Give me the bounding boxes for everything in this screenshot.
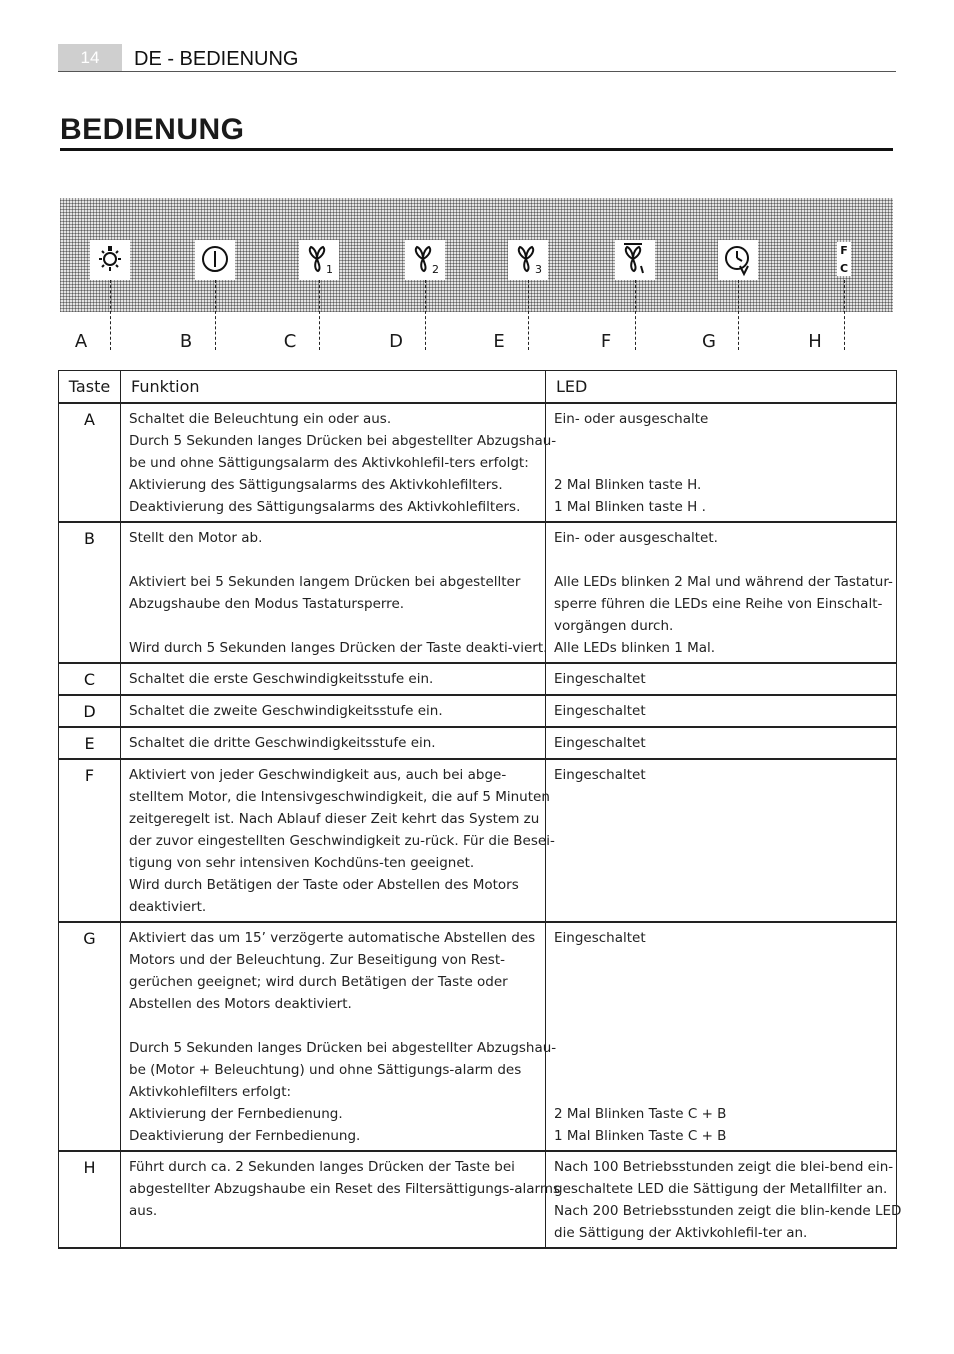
page-number: 14 [58, 44, 122, 71]
led-line: vorgängen durch. [554, 618, 674, 634]
table-header-row [59, 371, 897, 404]
table-row [59, 1151, 897, 1248]
svg-text:1: 1 [326, 263, 333, 276]
key-label-e: E [493, 331, 505, 352]
function-line: Schaltet die erste Geschwindigkeitsstufe ein. [129, 671, 434, 687]
svg-text:C: C [839, 262, 849, 275]
function-line: aus. [129, 1203, 158, 1219]
title-rule [60, 148, 893, 151]
leader-line-b [215, 280, 216, 350]
led-line [554, 971, 888, 993]
table-body [59, 403, 902, 1248]
table-row [59, 759, 897, 922]
function-line: abgestellter Abzugshaube ein Reset des Filtersättigungs-alarms [129, 1181, 561, 1197]
key-label-f: F [600, 331, 612, 352]
led-line: Nach 100 Betriebsstunden zeigt die blei-bend ein- [554, 1159, 894, 1175]
control-panel-strip [60, 198, 893, 312]
light-bulb-icon [90, 240, 130, 280]
led-line: Ein- oder ausgeschalte [554, 411, 709, 427]
operation-table [58, 370, 902, 1249]
row-function [121, 522, 546, 663]
row-key: G [59, 922, 121, 1151]
function-line: Aktivkohlefilters erfolgt: [129, 1084, 292, 1100]
function-line: Stellt den Motor ab. [129, 530, 263, 546]
led-line [554, 430, 888, 452]
svg-text:2: 2 [432, 263, 439, 276]
row-led [546, 663, 897, 695]
key-label-h: H [808, 331, 822, 352]
function-line [129, 615, 537, 637]
function-line: Aktivierung der Fernbedienung. [129, 1106, 343, 1122]
led-line: geschaltete LED die Sättigung der Metallfilter an. [554, 1181, 888, 1197]
led-line [554, 1015, 888, 1037]
row-led [546, 1151, 902, 1248]
fan-speed-3-icon [508, 240, 548, 280]
led-line [554, 1059, 888, 1081]
row-function [121, 403, 557, 522]
row-key: E [59, 727, 121, 759]
led-line: Alle LEDs blinken 2 Mal und während der Tastatur- [554, 574, 893, 590]
table-row [59, 663, 897, 695]
row-key: D [59, 695, 121, 727]
row-function [121, 922, 557, 1151]
led-line [554, 1081, 888, 1103]
led-line: Eingeschaltet [554, 735, 646, 751]
row-led [546, 922, 897, 1151]
function-line: Abzugshaube den Modus Tastatursperre. [129, 596, 405, 612]
page-title: BEDIENUNG [60, 113, 245, 146]
row-key: B [59, 522, 121, 663]
function-line: Aktiviert von jeder Geschwindigkeit aus, auch bei abge- [129, 767, 507, 783]
timer-icon [718, 240, 758, 280]
led-line: Eingeschaltet [554, 703, 646, 719]
table-row [59, 922, 897, 1151]
key-label-a: A [74, 331, 88, 352]
leader-line-e [528, 280, 529, 350]
led-line [554, 993, 888, 1015]
fan-intensive-icon [615, 240, 655, 280]
filter-indicator-icon [824, 240, 864, 280]
row-function [121, 727, 546, 759]
fan-speed-2-icon [405, 240, 445, 280]
function-line: Motors und der Beleuchtung. Zur Beseitigung von Rest- [129, 952, 506, 968]
function-line: Aktiviert das um 15’ verzögerte automatische Abstellen des [129, 930, 536, 946]
function-line: gerüchen geeignet; wird durch Betätigen der Taste oder [129, 974, 508, 990]
function-line: be und ohne Sättigungsalarm des Aktivkohlefil-ters erfolgt: [129, 455, 529, 471]
header-led: LED [546, 371, 897, 404]
function-line: stelltem Motor, die Intensivgeschwindigkeit, die auf 5 Minuten [129, 789, 550, 805]
function-line: Wird durch Betätigen der Taste oder Abstellen des Motors [129, 877, 519, 893]
control-panel-diagram [60, 198, 893, 358]
power-icon [195, 240, 235, 280]
function-line: Aktiviert bei 5 Sekunden langem Drücken bei abgestellter [129, 574, 521, 590]
svg-text:3: 3 [535, 263, 542, 276]
table-row [59, 522, 897, 663]
function-line: Führt durch ca. 2 Sekunden langes Drücken der Taste bei [129, 1159, 515, 1175]
function-line: Deaktivierung der Fernbedienung. [129, 1128, 361, 1144]
leader-line-f [635, 280, 636, 350]
row-function [121, 759, 555, 922]
function-line: Schaltet die Beleuchtung ein oder aus. [129, 411, 392, 427]
leader-line-g [738, 280, 739, 350]
led-line [554, 452, 888, 474]
led-line: Nach 200 Betriebsstunden zeigt die blin-kende LED [554, 1203, 902, 1219]
row-function [121, 1151, 561, 1248]
row-led [546, 759, 897, 922]
function-line [129, 549, 537, 571]
row-led [546, 522, 897, 663]
led-line: 2 Mal Blinken taste H. [554, 477, 702, 493]
leader-line-h [844, 280, 845, 350]
led-line [554, 549, 888, 571]
table-row [59, 403, 897, 522]
table-row [59, 695, 897, 727]
key-label-c: C [283, 331, 297, 352]
row-led [546, 695, 897, 727]
function-line: Durch 5 Sekunden langes Drücken bei abgestellter Abzugshau- [129, 433, 557, 449]
function-line: Deaktivierung des Sättigungsalarms des Aktivkohlefilters. [129, 499, 521, 515]
leader-line-c [319, 280, 320, 350]
function-line: zeitgeregelt ist. Nach Ablauf dieser Zeit kehrt das System zu [129, 811, 540, 827]
row-led [546, 403, 897, 522]
function-line: Durch 5 Sekunden langes Drücken bei abgestellter Abzugshau- [129, 1040, 557, 1056]
row-function [121, 695, 546, 727]
leader-line-a [110, 280, 111, 350]
function-line: Aktivierung des Sättigungsalarms des Aktivkohlefilters. [129, 477, 503, 493]
function-line: deaktiviert. [129, 899, 207, 915]
function-line: be (Motor + Beleuchtung) und ohne Sättigungs-alarm des [129, 1062, 522, 1078]
function-line: Schaltet die zweite Geschwindigkeitsstufe ein. [129, 703, 443, 719]
header-rule [58, 71, 896, 72]
led-line [554, 1037, 888, 1059]
key-label-b: B [179, 331, 193, 352]
row-key: A [59, 403, 121, 522]
function-line: der zuvor eingestellten Geschwindigkeit zu-rück. Für die Besei- [129, 833, 555, 849]
header-key: Taste [59, 371, 121, 404]
row-function [121, 663, 546, 695]
led-line [554, 949, 888, 971]
function-line: tigung von sehr intensiven Kochdüns-ten geeignet. [129, 855, 475, 871]
fan-speed-1-icon [299, 240, 339, 280]
function-line: Schaltet die dritte Geschwindigkeitsstufe ein. [129, 735, 436, 751]
led-line: Ein- oder ausgeschaltet. [554, 530, 718, 546]
led-line: 1 Mal Blinken Taste C + B [554, 1128, 727, 1144]
section-title: DE - BEDIENUNG [134, 48, 299, 70]
row-led [546, 727, 897, 759]
led-line: Eingeschaltet [554, 671, 646, 687]
key-label-g: G [702, 331, 716, 352]
led-line: die Sättigung der Aktivkohlefil-ter an. [554, 1225, 808, 1241]
function-line [129, 1015, 537, 1037]
led-line: Eingeschaltet [554, 930, 646, 946]
led-line: 1 Mal Blinken taste H . [554, 499, 706, 515]
led-line: Eingeschaltet [554, 767, 646, 783]
leader-line-d [425, 280, 426, 350]
function-line: Wird durch 5 Sekunden langes Drücken der Taste deakti-viert. [129, 640, 548, 656]
led-line: 2 Mal Blinken Taste C + B [554, 1106, 727, 1122]
led-line: sperre führen die LEDs eine Reihe von Einschalt- [554, 596, 883, 612]
function-line: Abstellen des Motors deaktiviert. [129, 996, 352, 1012]
row-key: F [59, 759, 121, 922]
header-function: Funktion [121, 371, 546, 404]
table-row [59, 727, 897, 759]
led-line: Alle LEDs blinken 1 Mal. [554, 640, 716, 656]
svg-text:F: F [840, 244, 848, 257]
row-key: H [59, 1151, 121, 1248]
key-label-d: D [389, 331, 403, 352]
row-key: C [59, 663, 121, 695]
